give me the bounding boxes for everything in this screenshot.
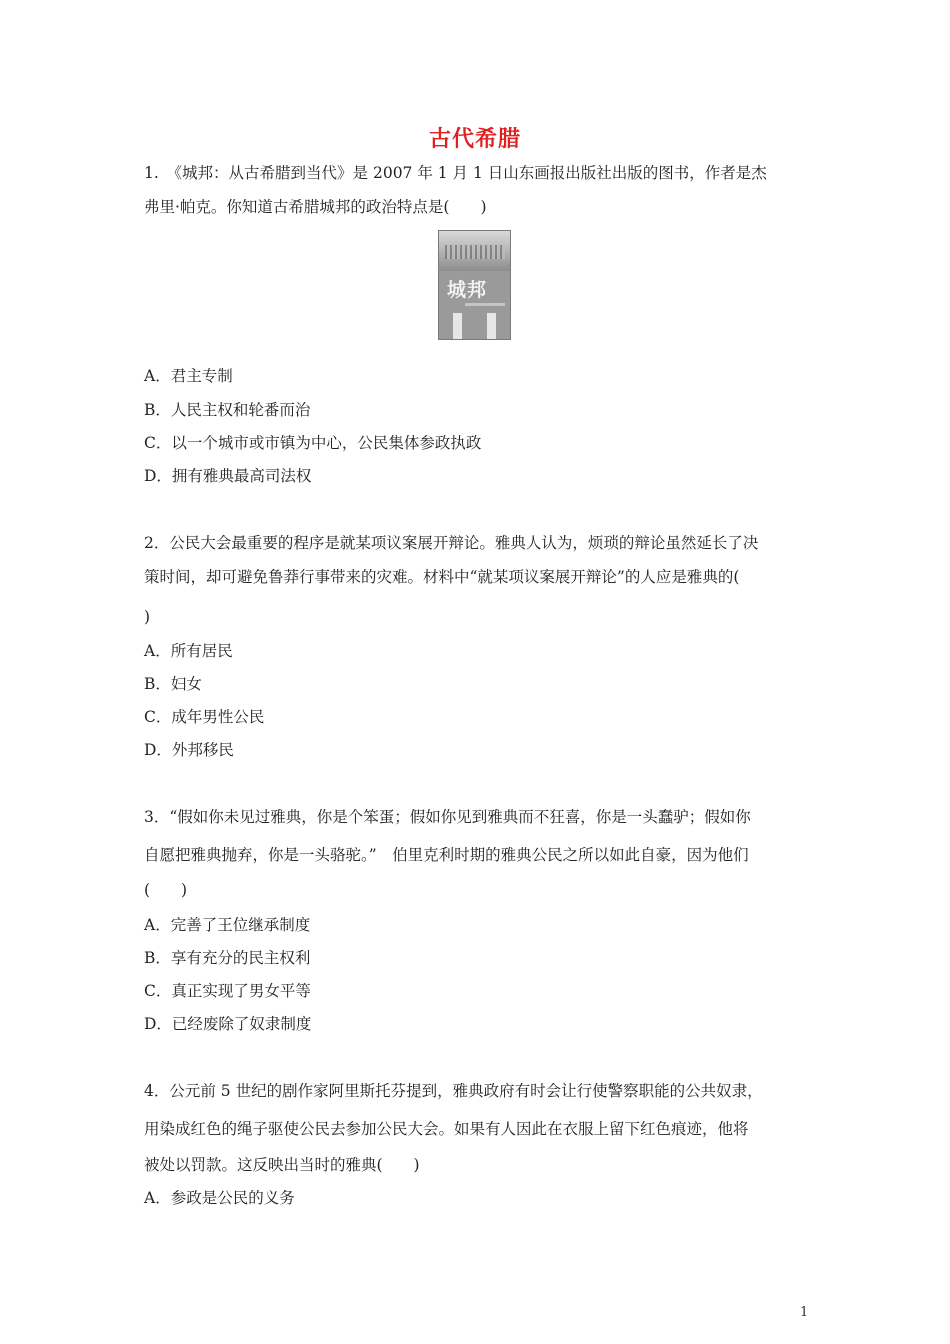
- question-4-option-a: A．参政是公民的义务: [144, 1189, 295, 1207]
- cover-title: 城邦: [447, 279, 488, 301]
- question-2-option-b: B．妇女: [144, 675, 202, 693]
- question-3-option-a: A．完善了王位继承制度: [144, 916, 311, 934]
- page-title: 古代希腊: [428, 127, 521, 152]
- question-2-option-d: D．外邦移民: [144, 741, 234, 759]
- question-4-line-1: 4．公元前 5 世纪的剧作家阿里斯托芬提到，雅典政府有时会让行使警察职能的公共奴隶，: [144, 1082, 763, 1100]
- question-4-line-3: 被处以罚款。这反映出当时的雅典( ): [144, 1156, 420, 1174]
- question-2-option-c: C．成年男性公民: [144, 708, 265, 726]
- cover-photo: [439, 231, 511, 271]
- question-2-line-1: 2．公民大会最重要的程序是就某项议案展开辩论。雅典人认为，烦琐的辩论虽然延长了决: [144, 534, 759, 552]
- question-3-option-d: D．已经废除了奴隶制度: [144, 1015, 312, 1033]
- question-1-option-a: A．君主专制: [144, 367, 233, 385]
- question-1-option-d: D．拥有雅典最高司法权: [144, 467, 312, 485]
- cover-pillar-left: [453, 313, 462, 339]
- question-3-line-2: 自愿把雅典抛弃，你是一头骆驼。” 伯里克利时期的雅典公民之所以如此自豪，因为他们: [144, 846, 749, 864]
- question-3-option-c: C．真正实现了男女平等: [144, 982, 311, 1000]
- question-4-line-2: 用染成红色的绳子驱使公民去参加公民大会。如果有人因此在衣服上留下红色痕迹，他将: [144, 1120, 749, 1138]
- question-2-line-2: 策时间，却可避免鲁莽行事带来的灾难。材料中“就某项议案展开辩论”的人应是雅典的(: [144, 568, 740, 586]
- page-number: 1: [800, 1305, 809, 1320]
- question-2-line-3: ): [144, 608, 151, 626]
- question-2-option-a: A．所有居民: [144, 642, 233, 660]
- cover-pillar-right: [487, 313, 496, 339]
- question-3-line-3: ( ): [144, 881, 188, 899]
- question-1-option-b: B．人民主权和轮番而治: [144, 401, 311, 419]
- question-3-line-1: 3．“假如你未见过雅典，你是个笨蛋；假如你见到雅典而不狂喜，你是一头蠢驴；假如你: [144, 808, 751, 826]
- question-3-option-b: B．享有充分的民主权利: [144, 949, 311, 967]
- question-1-line-1: 1. 《城邦：从古希腊到当代》是 2007 年 1 月 1 日山东画报出版社出版的图书，作者是杰: [144, 164, 767, 182]
- book-cover-image: [438, 230, 511, 340]
- cover-subtitle-bar: [465, 303, 505, 306]
- question-1-option-c: C．以一个城市或市镇为中心，公民集体参政执政: [144, 434, 482, 452]
- question-1-line-2: 弗里·帕克。你知道古希腊城邦的政治特点是( ): [144, 198, 487, 216]
